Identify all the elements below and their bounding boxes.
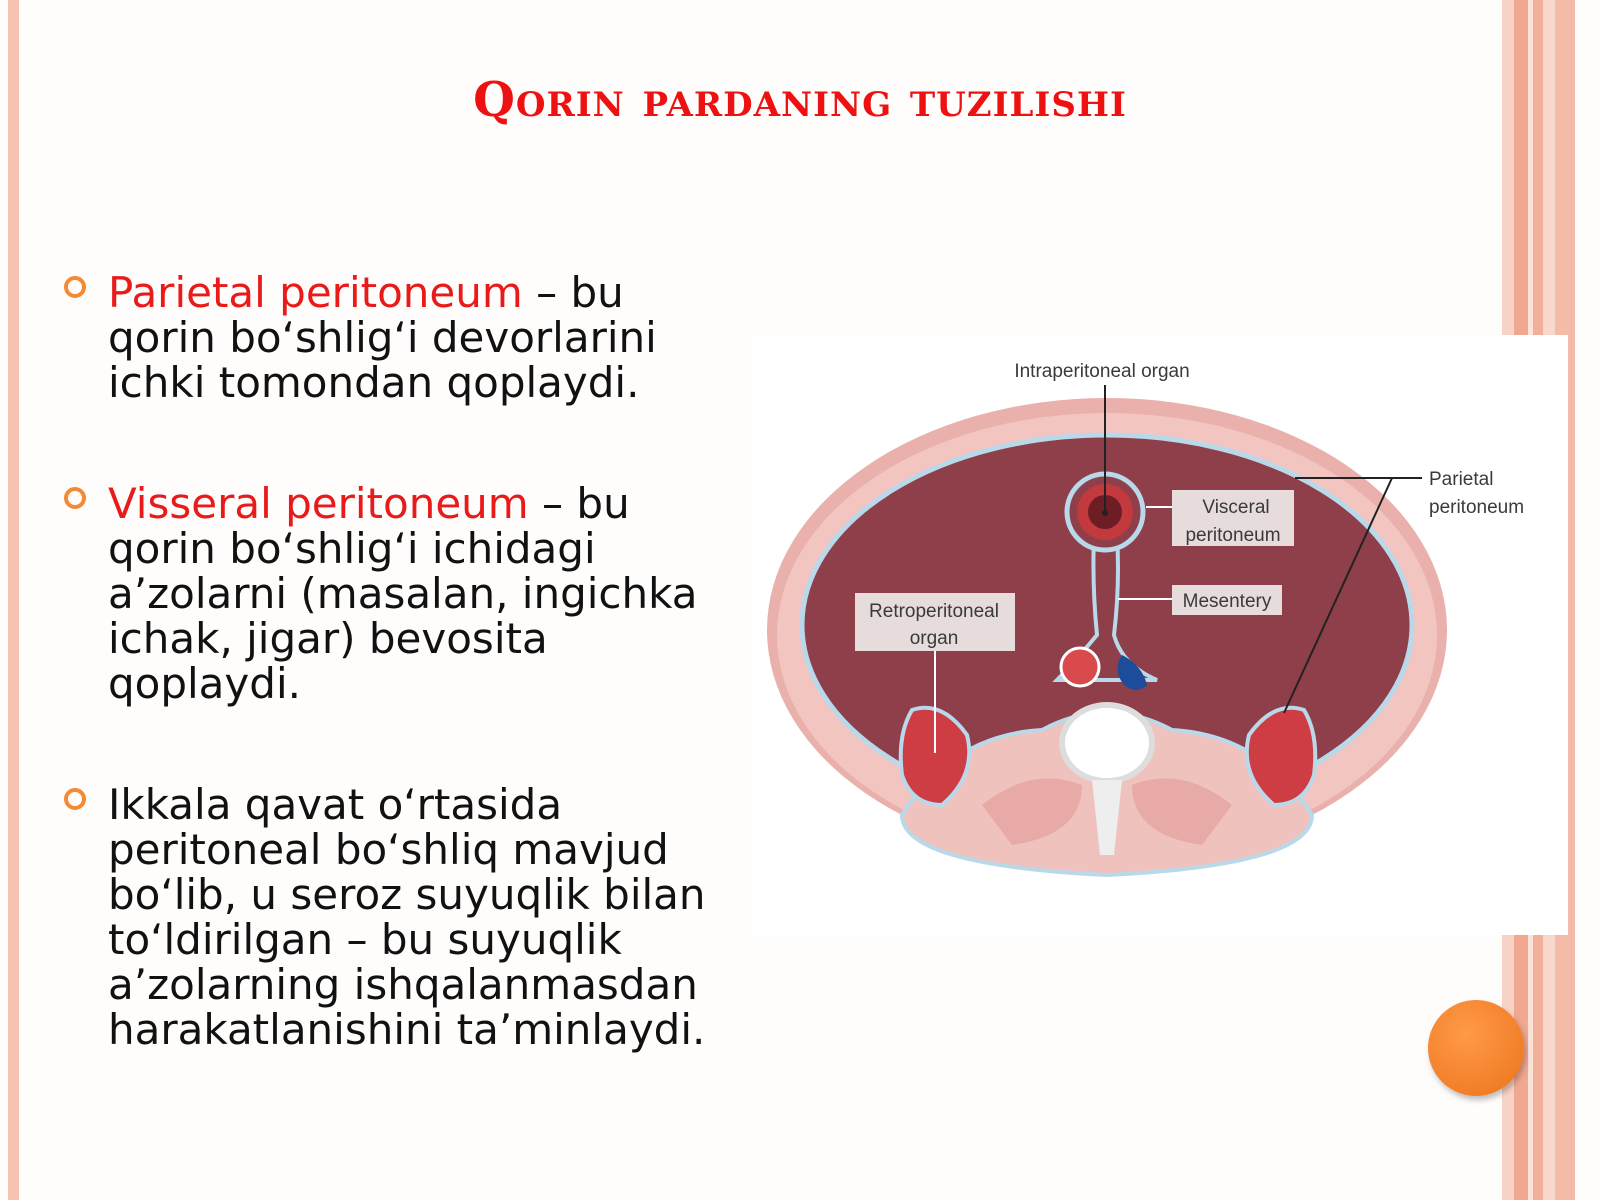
bullet-item-visceral — [60, 481, 740, 706]
peritoneum-diagram-svg — [752, 335, 1568, 935]
leader-dot — [1102, 510, 1108, 516]
bullet-item-cavity — [60, 782, 740, 1052]
bullet-text: – bu qorin bo‘shlig‘i devorlarini ichki tomondan qoplaydi. — [108, 268, 657, 407]
page-title: Qorin pardaning tuzilishi — [473, 72, 1127, 128]
bullet-text: – bu qorin bo‘shlig‘i ichidagi a’zolarni (masalan, ingichka ichak, jigar) bevosita qoplaydi. — [108, 479, 698, 708]
bullet-list — [60, 270, 740, 1128]
circle-bullet-icon — [64, 276, 86, 298]
label-intraperitoneal: Intraperitoneal organ — [1014, 361, 1190, 382]
circle-bullet-icon — [64, 788, 86, 810]
label-retro-1: Retroperitoneal — [869, 601, 999, 622]
label-parietal-2: peritoneum — [1429, 497, 1525, 518]
bullet-term: Visseral peritoneum — [108, 479, 529, 528]
bullet-text: Ikkala qavat o‘rtasida peritoneal bo‘shliq mavjud bo‘lib, u seroz suyuqlik bilan to‘ldirilgan – bu suyuqlik a’zolarning ishqalanmasdan harakatlanishini ta’minlaydi. — [108, 780, 706, 1054]
aorta — [1061, 648, 1099, 686]
bullet-term: Parietal peritoneum — [108, 268, 523, 317]
label-retro-2: organ — [909, 628, 959, 649]
bullet-item-parietal — [60, 270, 740, 405]
circle-bullet-icon — [64, 487, 86, 509]
peritoneum-diagram — [752, 335, 1568, 935]
label-mesentery: Mesentery — [1182, 591, 1272, 612]
label-visceral-1: Visceral — [1202, 497, 1270, 518]
left-border-stripe — [8, 0, 19, 1200]
vertebra — [1062, 705, 1152, 781]
orange-circle-button[interactable] — [1428, 1000, 1524, 1096]
label-parietal-1: Parietal — [1429, 469, 1494, 490]
label-visceral-2: peritoneum — [1185, 525, 1281, 546]
